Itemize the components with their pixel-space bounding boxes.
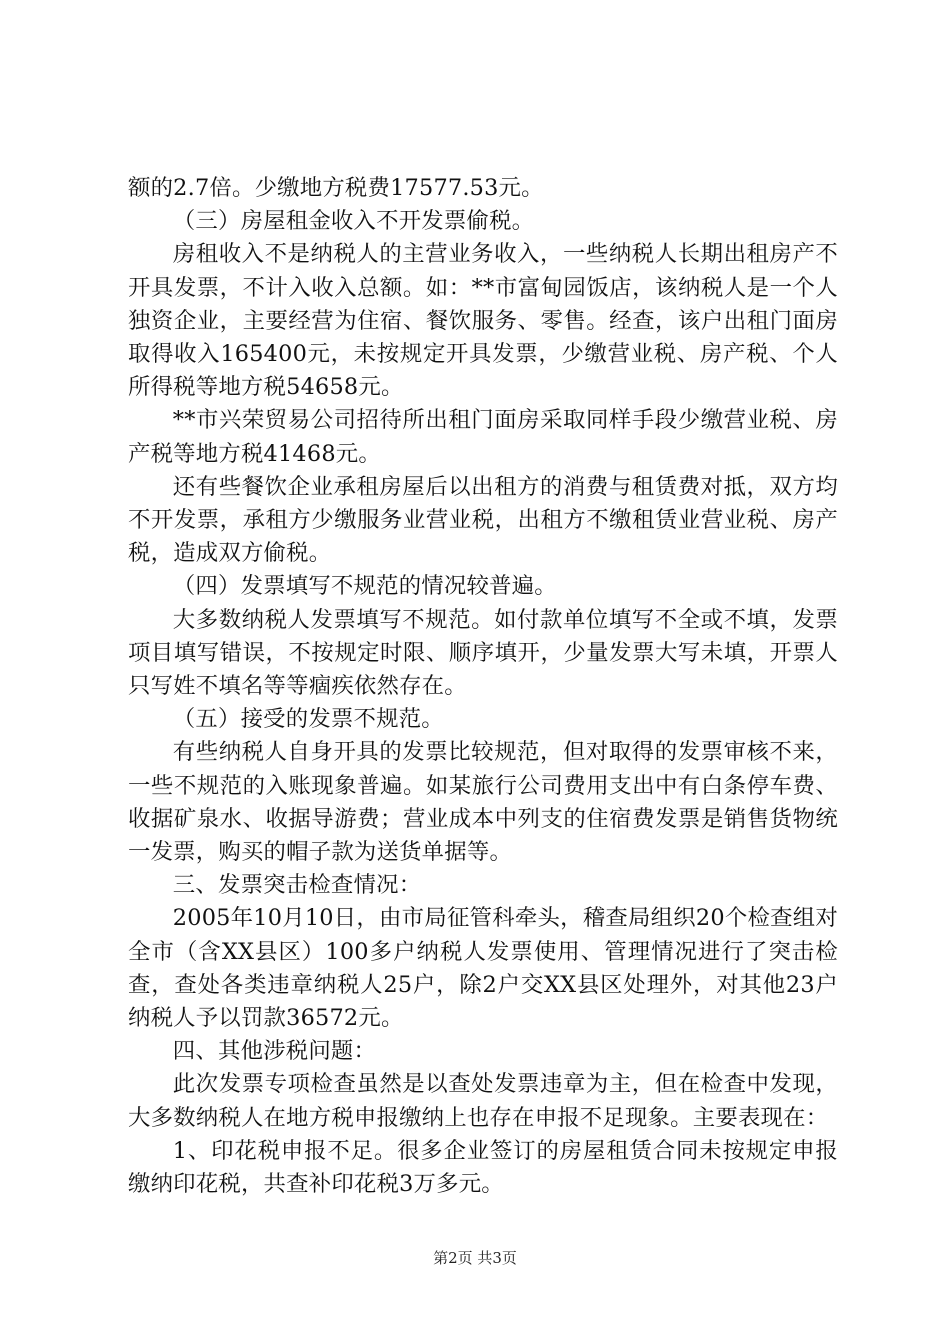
paragraph-other-issues: 此次发票专项检查虽然是以查处发票违章为主，但在检查中发现，大多数纳税人在地方税申报缴纳上也存在申报不足现象。主要表现在： [128, 1071, 838, 1131]
paragraph-received-invoices: 有些纳税人自身开具的发票比较规范，但对取得的发票审核不来，一些不规范的入账现象普遍。如某旅行公司费用支出中有白条停车费、收据矿泉水、收据导游费；营业成本中列支的住宿费发票是销售货物统一发票，购买的帽子款为送货单据等。 [128, 739, 838, 866]
paragraph-invoice-filling: 大多数纳税人发票填写不规范。如付款单位填写不全或不填，发票项目填写错误，不按规定时限、顺序填开，少量发票大写未填，开票人只写姓不填名等等痼疾依然存在。 [128, 606, 838, 700]
section-heading-5: （五）接受的发票不规范。 [172, 706, 444, 733]
page-number-footer: 第2页 共3页 [433, 1249, 517, 1267]
paragraph-stamp-tax: 1、印花税申报不足。很多企业签订的房屋租赁合同未按规定申报缴纳印花税，共查补印花税3万多元。 [128, 1137, 838, 1198]
paragraph-spot-check: 2005年10月10日，由市局征管科牵头，稽查局组织20个检查组对全市（含XX县区）100多户纳税人发票使用、管理情况进行了突击检查，查处各类违章纳税人25户，除2户交XX县区处理外，对其他23户纳税人予以罚款36572元。 [128, 905, 838, 1032]
paragraph-continuation: 额的2.7倍。少缴地方税费17577.53元。 [128, 175, 544, 201]
section-heading-three: 三、发票突击检查情况： [172, 872, 422, 899]
section-heading-4: （四）发票填写不规范的情况较普遍。 [172, 573, 557, 600]
section-heading-3: （三）房屋租金收入不开发票偷税。 [172, 208, 535, 235]
paragraph-catering-offset: 还有些餐饮企业承租房屋后以出租方的消费与租赁费对抵，双方均不开发票，承租方少缴服务业营业税，出租方不缴租赁业营业税、房产税，造成双方偷税。 [128, 473, 838, 567]
document-body [128, 172, 838, 1201]
paragraph-xingrong-company: **市兴荣贸易公司招待所出租门面房采取同样手段少缴营业税、房产税等地方税41468元。 [128, 407, 838, 467]
paragraph-rent-income: 房租收入不是纳税人的主营业务收入，一些纳税人长期出租房产不开具发票，不计入收入总额。如：**市富甸园饭店，该纳税人是一个人独资企业，主要经营为住宿、餐饮服务、零售。经查，该户出租门面房取得收入165400元，未按规定开具发票，少缴营业税、房产税、个人所得税等地方税54658元。 [128, 241, 838, 401]
section-heading-four: 四、其他涉税问题： [172, 1038, 377, 1065]
